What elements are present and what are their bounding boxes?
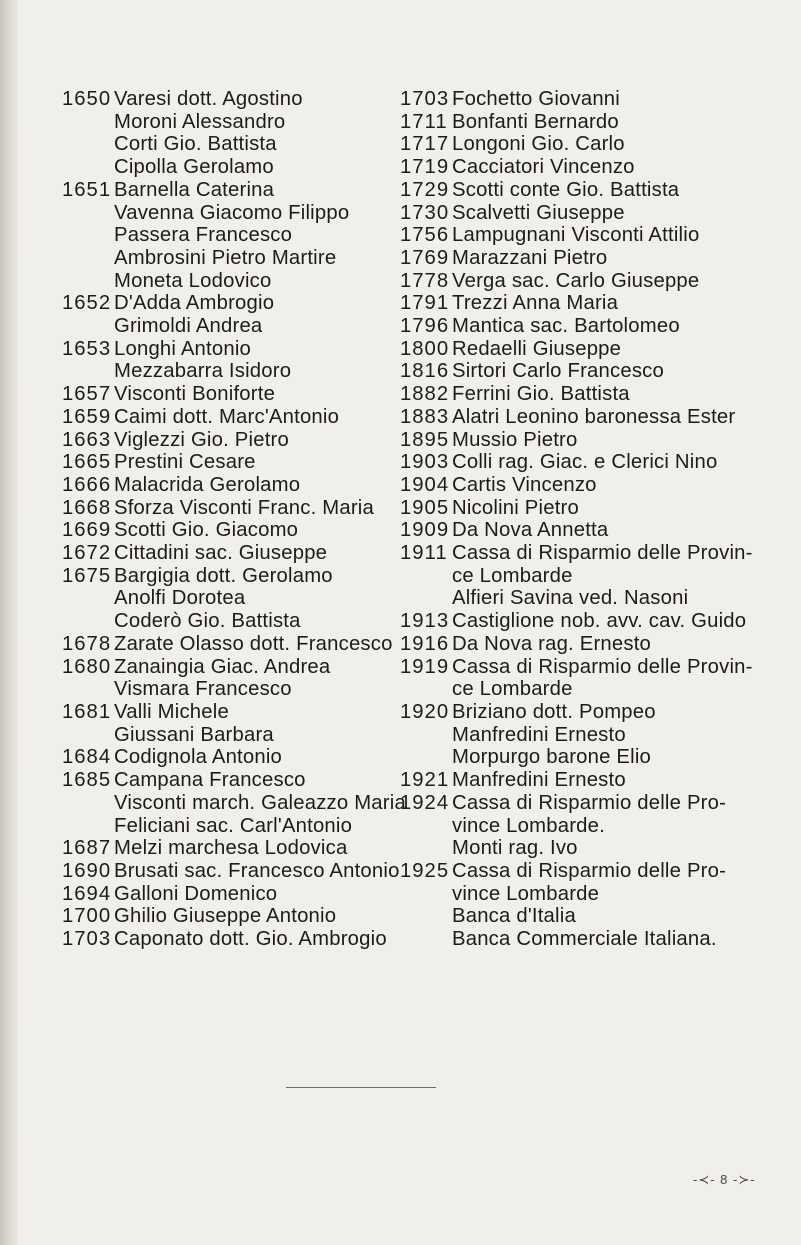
entry-year: 1652 (62, 292, 112, 315)
entry-row (62, 815, 392, 838)
entry-year: 1756 (400, 224, 450, 247)
entry-year: 1791 (400, 292, 450, 315)
entry-name: Melzi marchesa Lodovica (114, 837, 348, 860)
entry-row (400, 610, 780, 633)
entry-row (62, 383, 392, 406)
entry-year: 1778 (400, 269, 450, 292)
entry-row (62, 451, 392, 474)
entry-row (62, 88, 392, 111)
entry-name: Zanaingia Giac. Andrea (114, 655, 331, 678)
entry-name: Cacciatori Vincenzo (452, 156, 635, 179)
entry-name: Codignola Antonio (114, 746, 283, 769)
entry-name: Sirtori Carlo Francesco (452, 360, 664, 383)
left-column-list (62, 88, 406, 951)
entry-row (400, 179, 780, 202)
entry-name: Scotti conte Gio. Battista (452, 178, 680, 201)
entry-row (400, 383, 780, 406)
entry-name: Sforza Visconti Franc. Maria (114, 496, 374, 519)
entry-year: 1684 (62, 746, 112, 769)
entry-year: 1769 (400, 246, 450, 269)
entry-name: Monti rag. Ivo (452, 837, 578, 860)
entry-name: Mezzabarra Isidoro (114, 360, 292, 383)
entry-row (62, 315, 392, 338)
entry-name: Zarate Olasso dott. Francesco (114, 632, 393, 655)
entry-row (62, 111, 392, 134)
entry-name: Vavenna Giacomo Filippo (114, 201, 350, 224)
entry-year: 1672 (62, 542, 112, 565)
entry-year: 1919 (400, 655, 450, 678)
entry-year: 1796 (400, 315, 450, 338)
entry-row (400, 542, 780, 565)
entry-row (400, 587, 780, 610)
entry-year: 1653 (62, 337, 112, 360)
entry-name: Cassa di Risparmio delle Pro- (452, 791, 727, 814)
entry-year: 1669 (62, 519, 112, 542)
entry-year: 1690 (62, 859, 112, 882)
entry-name: Nicolini Pietro (452, 496, 579, 519)
entry-row (400, 429, 780, 452)
entry-row (62, 133, 392, 156)
entry-name: Bonfanti Bernardo (452, 110, 619, 133)
entry-name: Caponato dott. Gio. Ambrogio (114, 928, 387, 951)
entry-row (62, 247, 392, 270)
entry-name: Banca Commerciale Italiana. (452, 928, 717, 951)
entry-row (62, 542, 392, 565)
entry-year: 1666 (62, 473, 112, 496)
entry-name: Cassa di Risparmio delle Provin- (452, 655, 753, 678)
entry-row (400, 792, 780, 815)
entry-row (400, 724, 780, 747)
entry-name: Varesi dott. Agostino (114, 88, 303, 110)
right-column-list (400, 88, 780, 951)
entry-name: Alatri Leonino baronessa Ester (452, 405, 736, 428)
entry-name: Feliciani sac. Carl'Antonio (114, 814, 353, 837)
entry-year: 1659 (62, 405, 112, 428)
entry-row (62, 202, 392, 225)
entry-row (400, 701, 780, 724)
entry-row (62, 724, 392, 747)
entry-row (400, 247, 780, 270)
entry-year: 1920 (400, 700, 450, 723)
entry-row (400, 156, 780, 179)
entry-name: Briziano dott. Pompeo (452, 700, 656, 723)
entry-row (62, 270, 392, 293)
book-spine-shadow (0, 0, 18, 1245)
entry-name: Moroni Alessandro (114, 110, 286, 133)
entry-year: 1921 (400, 769, 450, 792)
entry-name: Mussio Pietro (452, 428, 578, 451)
entry-name: ce Lombarde (452, 564, 573, 587)
entry-row (400, 338, 780, 361)
entry-name: Caimi dott. Marc'Antonio (114, 405, 340, 428)
entry-name: Cassa di Risparmio delle Pro- (452, 859, 727, 882)
entry-year: 1911 (400, 542, 448, 565)
entry-name: Cipolla Gerolamo (114, 156, 274, 179)
entry-name: Campana Francesco (114, 769, 306, 792)
entry-name: Cittadini sac. Giuseppe (114, 542, 328, 565)
entry-name: Ferrini Gio. Battista (452, 383, 630, 406)
entry-name: Banca d'Italia (452, 905, 576, 928)
entry-row (400, 474, 780, 497)
entry-row (62, 156, 392, 179)
entry-year: 1700 (62, 905, 112, 928)
entry-row (62, 633, 392, 656)
entry-year: 1665 (62, 451, 112, 474)
entry-row (400, 678, 780, 701)
entry-name: Manfredini Ernesto (452, 769, 626, 792)
entry-row (400, 315, 780, 338)
entry-year: 1882 (400, 383, 450, 406)
entry-row (62, 292, 392, 315)
entry-name: Cassa di Risparmio delle Provin- (452, 542, 753, 565)
entry-name: Brusati sac. Francesco Antonio (114, 859, 400, 882)
entry-year: 1650 (62, 88, 112, 110)
entry-row (400, 928, 780, 951)
entry-name: Verga sac. Carlo Giuseppe (452, 269, 700, 292)
entry-row (62, 678, 392, 701)
entry-name: Galloni Domenico (114, 882, 278, 905)
entry-row (400, 656, 780, 679)
entry-year: 1694 (62, 882, 112, 905)
entry-year: 1925 (400, 859, 450, 882)
entry-name: Malacrida Gerolamo (114, 473, 301, 496)
entry-name: Vismara Francesco (114, 678, 292, 701)
entry-row (400, 837, 780, 860)
entry-name: vince Lombarde (452, 882, 600, 905)
entry-row (400, 133, 780, 156)
entry-row (62, 360, 392, 383)
entry-row (62, 883, 392, 906)
entry-year: 1913 (400, 610, 450, 633)
entry-row (62, 837, 392, 860)
entry-row (62, 701, 392, 724)
entry-year: 1685 (62, 769, 112, 792)
entry-row (62, 338, 392, 361)
entry-name: Da Nova Annetta (452, 519, 609, 542)
entry-row (400, 860, 780, 883)
entry-year: 1883 (400, 405, 450, 428)
entry-year: 1680 (62, 655, 112, 678)
entry-name: Trezzi Anna Maria (452, 292, 619, 315)
entry-name: Morpurgo barone Elio (452, 746, 652, 769)
entry-name: ce Lombarde (452, 678, 573, 701)
entry-row (62, 610, 392, 633)
entry-name: Ambrosini Pietro Martire (114, 246, 337, 269)
entry-name: Da Nova rag. Ernesto (452, 632, 652, 655)
entry-name: vince Lombarde. (452, 814, 605, 837)
entry-year: 1675 (62, 564, 112, 587)
entry-name: Longoni Gio. Carlo (452, 133, 625, 156)
entry-row (62, 587, 392, 610)
entry-row (62, 179, 392, 202)
entry-row (400, 360, 780, 383)
entry-year: 1663 (62, 428, 112, 451)
entry-row (400, 406, 780, 429)
entry-name: Anolfi Dorotea (114, 587, 246, 610)
entry-year: 1729 (400, 178, 450, 201)
entry-name: Colli rag. Giac. e Clerici Nino (452, 451, 718, 474)
entry-name: Viglezzi Gio. Pietro (114, 428, 289, 451)
entry-year: 1924 (400, 791, 450, 814)
entry-row (400, 88, 780, 111)
entry-name: Visconti Boniforte (114, 383, 276, 406)
entry-row (62, 429, 392, 452)
entry-row (400, 565, 780, 588)
entry-row (62, 519, 392, 542)
entry-year: 1816 (400, 360, 450, 383)
entry-row (400, 633, 780, 656)
entry-name: D'Adda Ambrogio (114, 292, 275, 315)
entry-row (62, 656, 392, 679)
entry-row (62, 746, 392, 769)
entry-name: Prestini Cesare (114, 451, 256, 474)
entry-year: 1717 (400, 133, 450, 156)
entry-year: 1909 (400, 519, 450, 542)
page-number: -≺- 8 -≻- (693, 1172, 756, 1187)
entry-row (400, 883, 780, 906)
entry-year: 1904 (400, 473, 450, 496)
entry-name: Bargigia dott. Gerolamo (114, 564, 333, 587)
entry-year: 1703 (62, 928, 112, 951)
entry-year: 1711 (400, 110, 448, 133)
entry-name: Giussani Barbara (114, 723, 274, 746)
entry-name: Passera Francesco (114, 224, 293, 247)
entry-name: Castiglione nob. avv. cav. Guido (452, 610, 747, 633)
entry-name: Scotti Gio. Giacomo (114, 519, 299, 542)
entry-year: 1719 (400, 156, 450, 179)
entry-name: Manfredini Ernesto (452, 723, 626, 746)
entry-year: 1681 (62, 700, 112, 723)
entry-year: 1687 (62, 837, 112, 860)
entry-name: Redaelli Giuseppe (452, 337, 622, 360)
entry-row (400, 905, 780, 928)
entry-year: 1678 (62, 632, 112, 655)
entry-row (62, 769, 392, 792)
entry-year: 1916 (400, 632, 450, 655)
entry-year: 1730 (400, 201, 450, 224)
entry-name: Grimoldi Andrea (114, 315, 263, 338)
entry-year: 1657 (62, 383, 112, 406)
entry-name: Longhi Antonio (114, 337, 252, 360)
entry-name: Corti Gio. Battista (114, 133, 277, 156)
entry-year: 1668 (62, 496, 112, 519)
entry-name: Barnella Caterina (114, 178, 275, 201)
entry-year: 1800 (400, 337, 450, 360)
entry-row (400, 292, 780, 315)
entry-name: Valli Michele (114, 700, 229, 723)
entry-row (62, 474, 392, 497)
entry-row (62, 224, 392, 247)
entry-row (400, 202, 780, 225)
entry-year: 1903 (400, 451, 450, 474)
entry-name: Moneta Lodovico (114, 269, 272, 292)
entry-name: Alfieri Savina ved. Nasoni (452, 587, 689, 610)
entry-row (62, 565, 392, 588)
entry-row (400, 519, 780, 542)
entry-row (400, 497, 780, 520)
entry-name: Marazzani Pietro (452, 246, 608, 269)
entry-row (400, 769, 780, 792)
entry-name: Scalvetti Giuseppe (452, 201, 625, 224)
entry-name: Visconti march. Galeazzo Maria (114, 791, 406, 814)
entry-row (62, 406, 392, 429)
entry-name: Fochetto Giovanni (452, 88, 620, 110)
footer-rule (286, 1087, 436, 1088)
entry-name: Mantica sac. Bartolomeo (452, 315, 680, 338)
entry-row (400, 111, 780, 134)
entry-year: 1895 (400, 428, 450, 451)
entry-row (400, 746, 780, 769)
entry-row (400, 224, 780, 247)
entry-row (62, 905, 392, 928)
entry-year: 1703 (400, 88, 450, 110)
entry-row (400, 815, 780, 838)
entry-row (400, 451, 780, 474)
entry-name: Lampugnani Visconti Attilio (452, 224, 700, 247)
entry-name: Cartis Vincenzo (452, 473, 597, 496)
entry-name: Coderò Gio. Battista (114, 610, 301, 633)
entry-row (400, 270, 780, 293)
entry-row (62, 859, 400, 883)
entry-name: Ghilio Giuseppe Antonio (114, 905, 337, 928)
entry-row (62, 928, 392, 951)
entry-row (62, 497, 392, 520)
entry-year: 1905 (400, 496, 450, 519)
entry-year: 1651 (62, 178, 112, 201)
entry-row (62, 791, 406, 815)
